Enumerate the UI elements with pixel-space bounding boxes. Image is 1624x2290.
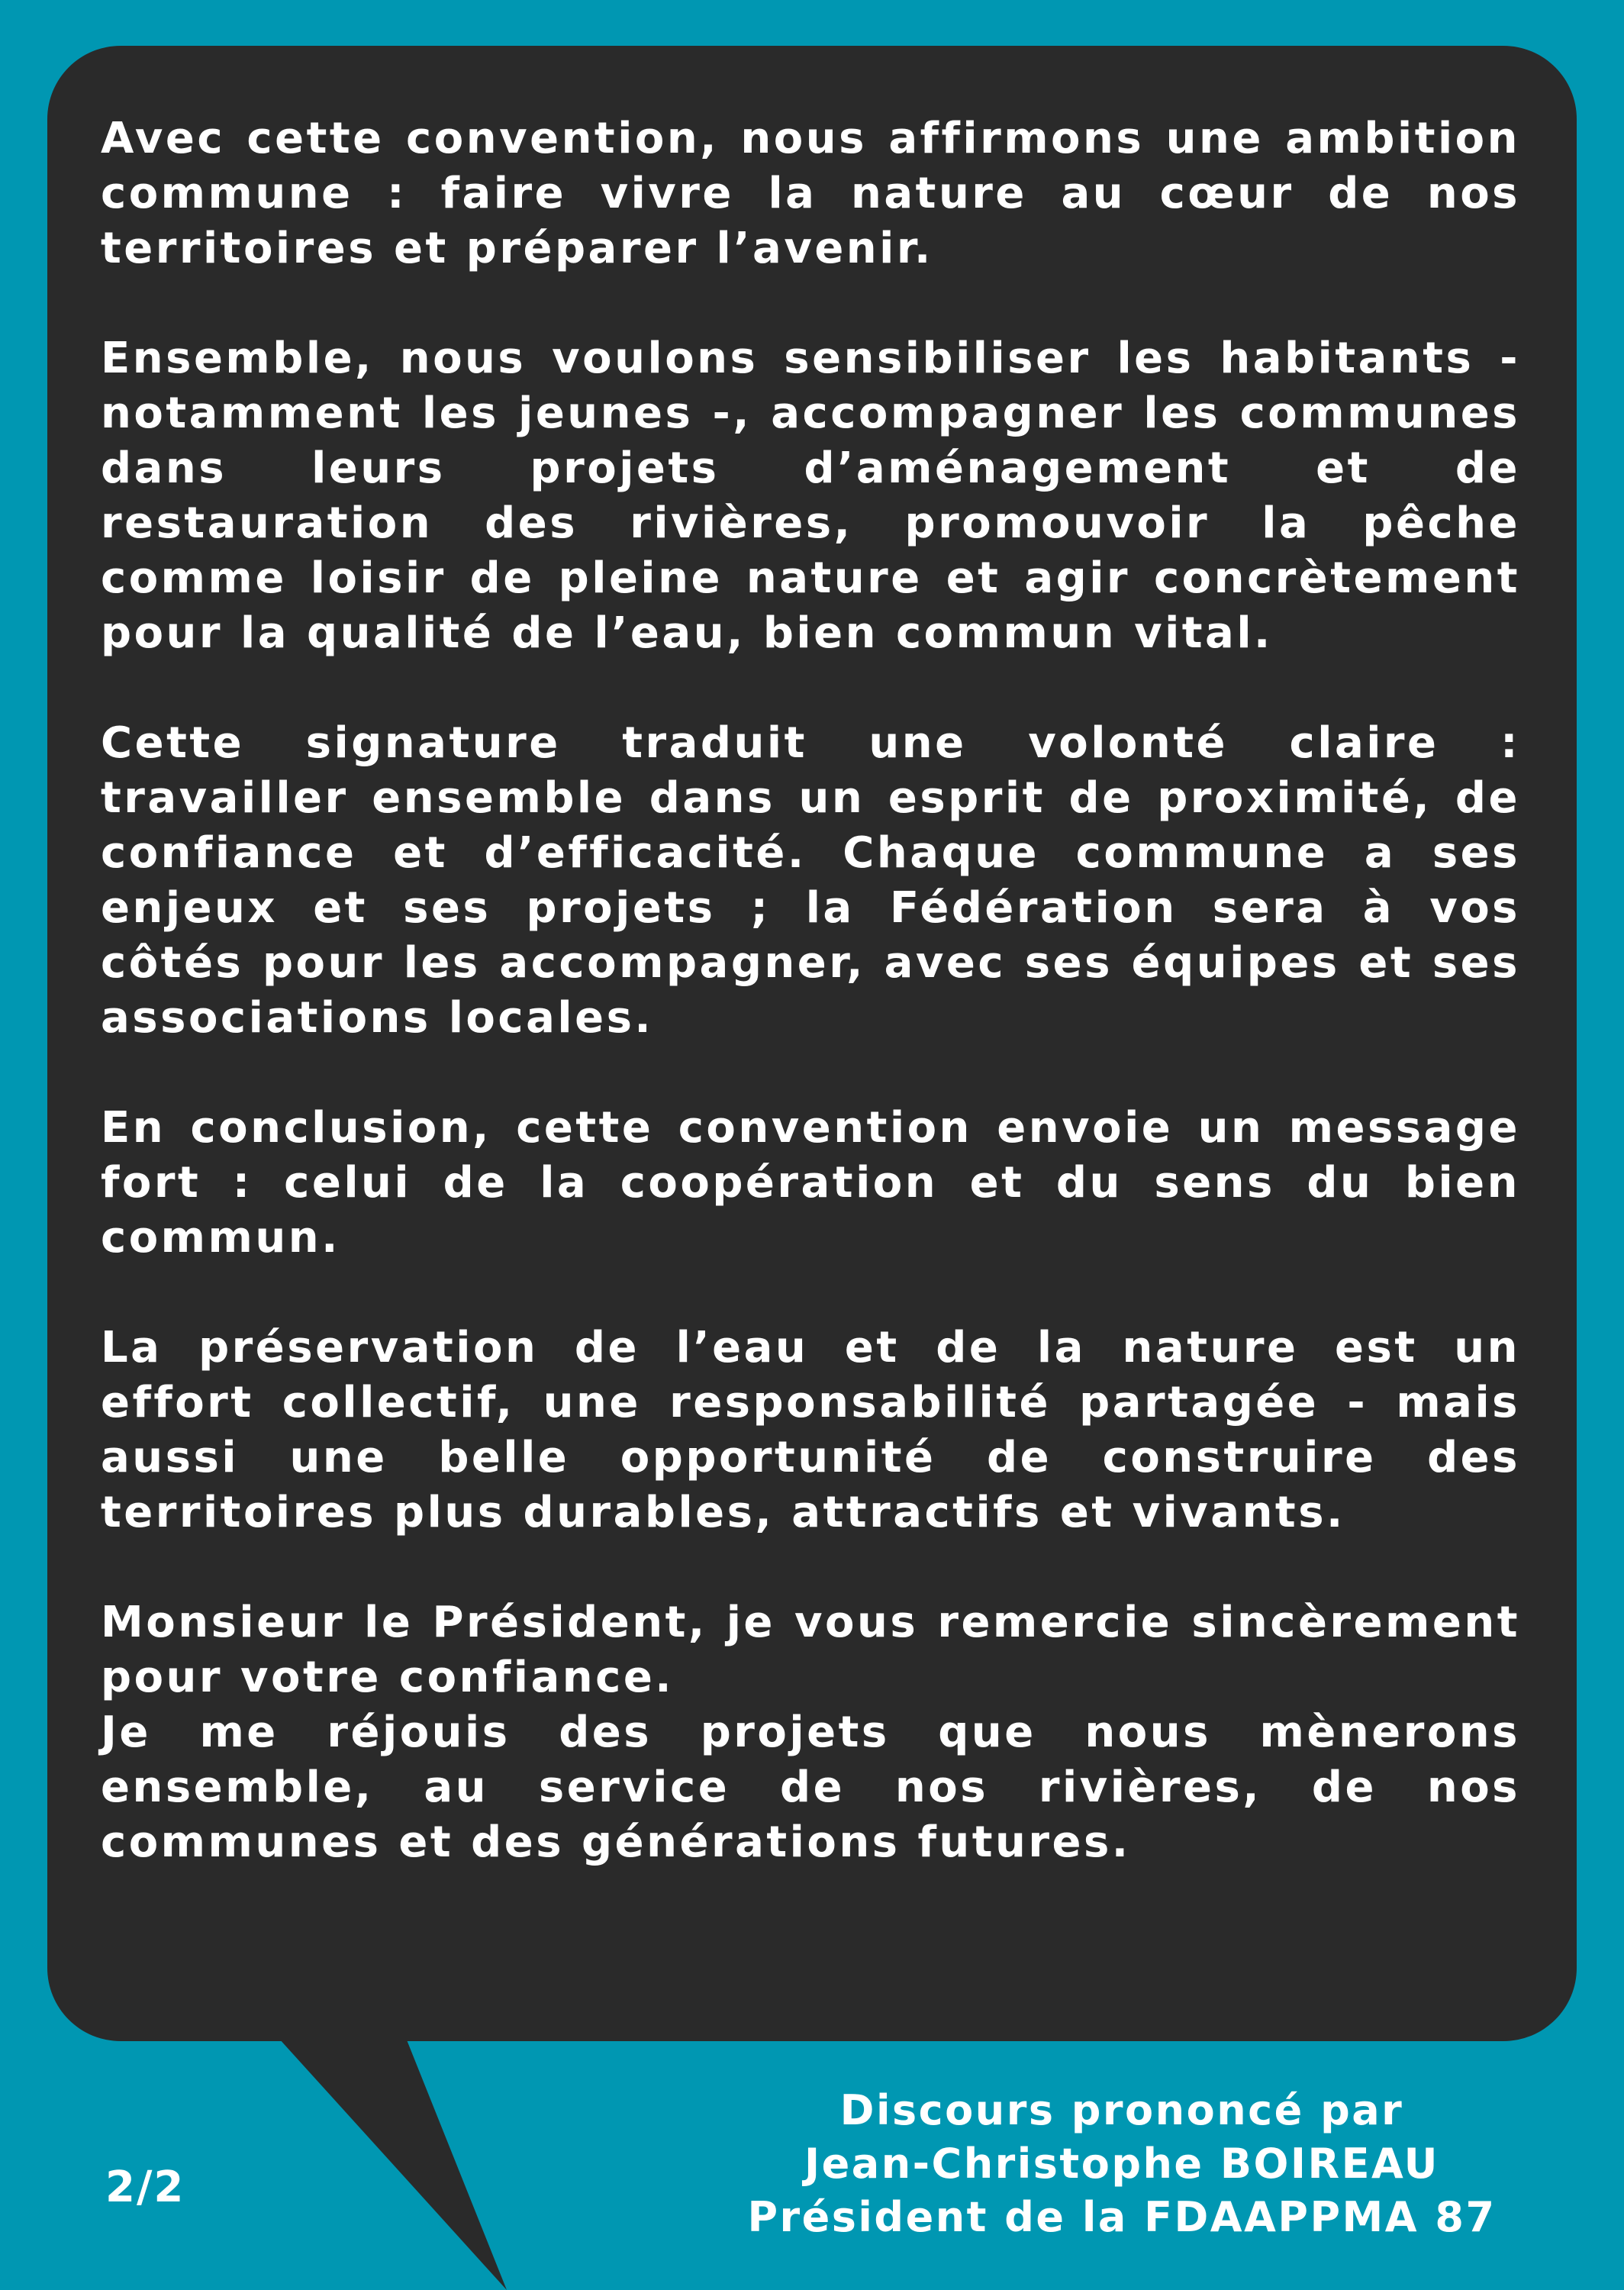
closing-thanks: Monsieur le Président, je vous remercie sincèrement pour votre confiance. (101, 1598, 1520, 1702)
speaker-signature (687, 2084, 1557, 2244)
closing-projects: Je me réjouis des projets que nous mènerons ensemble, au service de nos rivières, de nos communes et des générations futures. (101, 1708, 1520, 1867)
paragraph-closing (101, 1595, 1520, 1870)
speech-text (101, 111, 1520, 1870)
paragraph-signature: Cette signature traduit une volonté claire : travailler ensemble dans un esprit de proximité, de confiance et d’efficacité. Chaque commune a ses enjeux et ses projets ; la Fédération sera à vos côtés pour les accompagner, avec ses équipes et ses associations locales. (101, 718, 1520, 1043)
paragraph-ambition: Avec cette convention, nous affirmons une ambition commune : faire vivre la nature au cœur de nos territoires et préparer l’avenir. (101, 114, 1520, 273)
signature-line-intro: Discours prononcé par (839, 2086, 1404, 2134)
signature-line-title: Président de la FDAAPPMA 87 (747, 2193, 1497, 2241)
paragraph-preservation: La préservation de l’eau et de la nature est un effort collectif, une responsabilité partagée - mais aussi une belle opportunité de construire des territoires plus durables, attractifs et vivants. (101, 1323, 1520, 1537)
signature-line-name: Jean-Christophe BOIREAU (804, 2140, 1439, 2188)
paragraph-ensemble: Ensemble, nous voulons sensibiliser les habitants - notamment les jeunes -, accompagner les communes dans leurs projets d’aménagement et de restauration des rivières, promouvoir la pêche comme loisir de pleine nature et agir concrètement pour la qualité de l’eau, bien commun vital. (101, 334, 1520, 658)
paragraph-conclusion: En conclusion, cette convention envoie un message fort : celui de la coopération et du sens du bien commun. (101, 1103, 1520, 1263)
page-number: 2/2 (105, 2163, 185, 2212)
